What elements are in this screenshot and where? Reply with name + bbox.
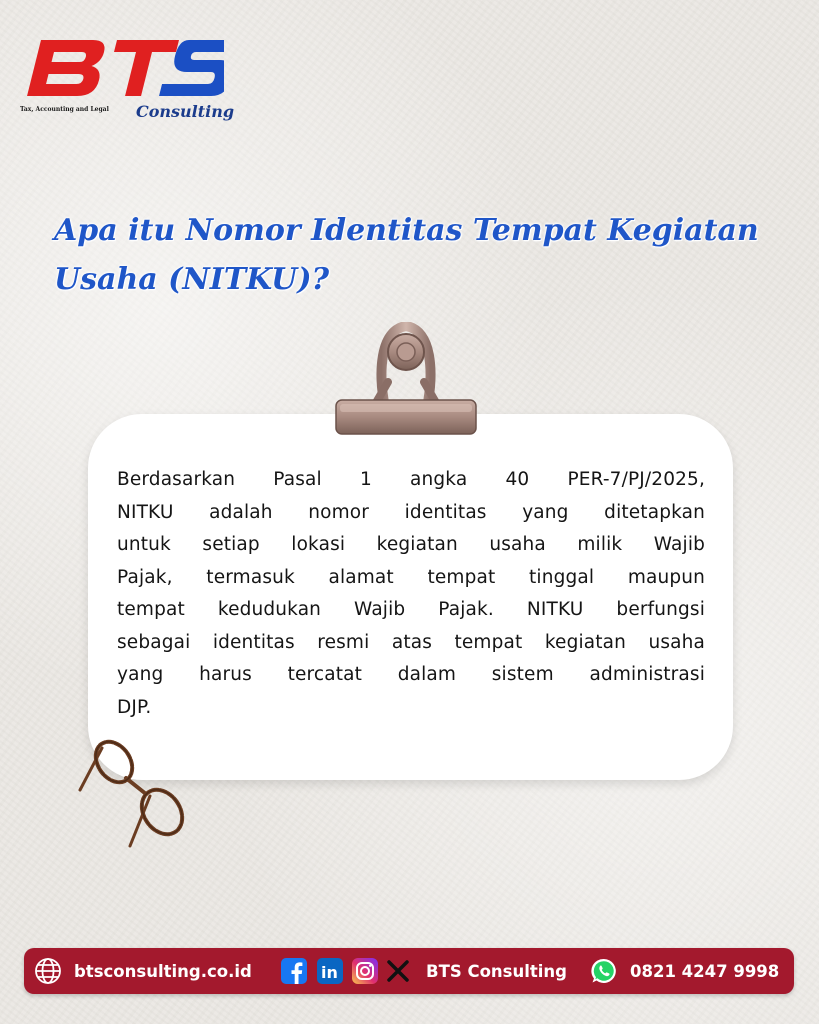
card-body-text: [117, 464, 705, 724]
x-icon: [384, 957, 412, 985]
whatsapp-icon: [590, 957, 618, 985]
whatsapp-link[interactable]: [590, 948, 779, 994]
card-line: Berdasarkan Pasal 1 angka 40 PER-7/PJ/2025,: [117, 469, 705, 490]
linkedin-icon: [316, 957, 344, 985]
title-line-2: Usaha (NITKU)?: [54, 262, 330, 297]
card-line: sebagai identitas resmi atas tempat kegiatan usaha: [117, 631, 705, 653]
linkedin-link[interactable]: [316, 948, 344, 994]
facebook-link[interactable]: [280, 948, 308, 994]
instagram-link[interactable]: [351, 948, 379, 994]
card-line: untuk setiap lokasi kegiatan usaha milik Wajib: [117, 534, 705, 555]
card-line: NITKU adalah nomor identitas yang ditetapkan: [117, 501, 705, 523]
card-line: yang harus tercatat dalam sistem administrasi: [117, 664, 705, 685]
logo-tagline: Tax, Accounting and Legal: [20, 106, 109, 113]
social-name-text: BTS Consulting: [426, 961, 567, 981]
website-text: btsconsulting.co.id: [74, 961, 252, 981]
bts-logo: [14, 36, 235, 128]
title-line-1: Apa itu Nomor Identitas Tempat Kegiatan: [54, 213, 759, 248]
binder-clip-icon: [330, 322, 490, 444]
phone-text: 0821 4247 9998: [630, 961, 780, 981]
card-line: DJP.: [117, 696, 152, 718]
svg-text:in: in: [321, 963, 338, 982]
card-line: tempat kedudukan Wajib Pajak. NITKU berfungsi: [117, 599, 705, 620]
instagram-icon: [351, 957, 379, 985]
website-link[interactable]: [34, 948, 252, 994]
bts-logo-mark: [14, 36, 224, 108]
x-link[interactable]: [384, 948, 412, 994]
facebook-icon: [280, 957, 308, 985]
page-title: [54, 206, 774, 304]
social-name: [426, 948, 567, 994]
footer-bar: [24, 948, 794, 994]
eyeglasses-icon: [70, 736, 200, 851]
card-line: Pajak, termasuk alamat tempat tinggal maupun: [117, 566, 705, 588]
logo-consulting: Consulting: [136, 102, 235, 121]
globe-icon: [34, 957, 62, 985]
